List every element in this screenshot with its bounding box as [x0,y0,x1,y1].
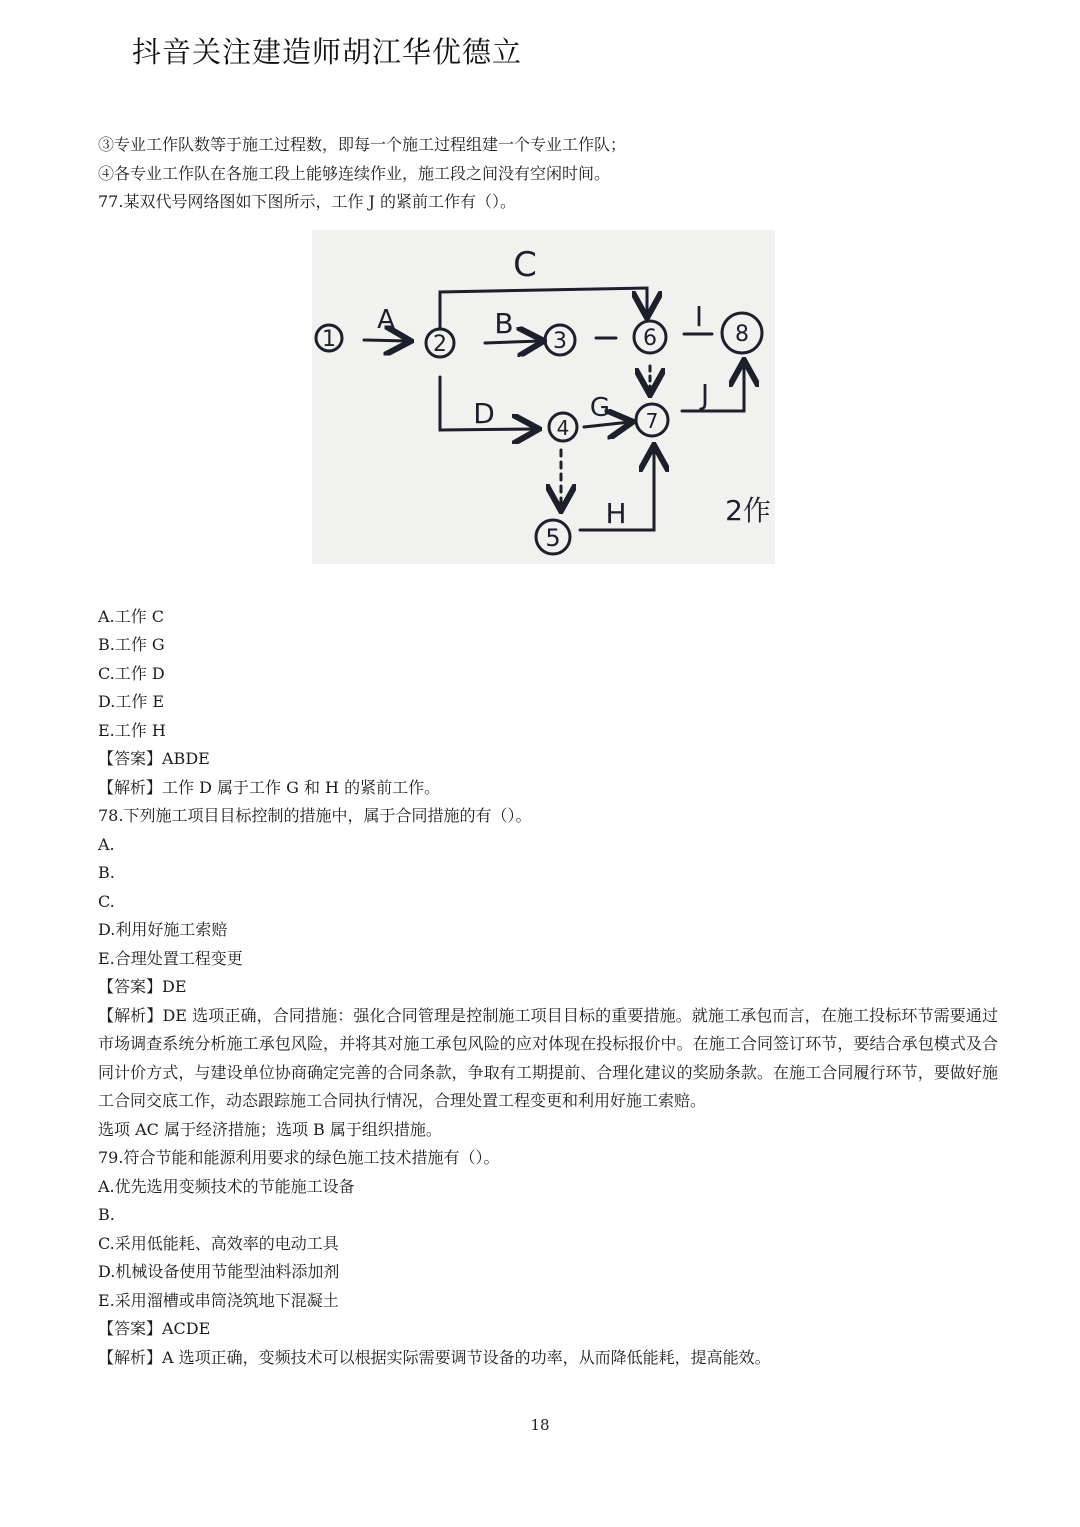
question-78-option: A. [98,834,115,854]
question-77-option: D.工作 E [98,692,165,711]
page-header-title: 抖音关注建造师胡江华优德立 [132,35,523,69]
label-h: H [605,496,627,530]
question-79-option: E.采用溜槽或串筒浇筑地下混凝土 [98,1290,339,1310]
intro-line: ④各专业工作队在各施工段上能够连续作业，施工段之间没有空闲时间。 [98,163,611,183]
page-content [98,131,998,1372]
question-79-stem: 79.符合节能和能源利用要求的绿色施工技术措施有（）。 [98,1148,500,1167]
label-note: 2作 [725,493,771,527]
question-79-option: B. [98,1205,115,1224]
label-c: C [513,244,537,285]
label-d: D [473,396,495,430]
label-b: B [494,306,514,340]
label-j: J [700,377,710,411]
question-79-answer: 【答案】ACDE [98,1319,211,1338]
node-4-label: 4 [556,415,570,440]
intro-line: ③专业工作队数等于施工过程数，即每一个施工过程组建一个专业工作队； [98,135,627,154]
question-78-option: B. [98,863,115,882]
question-77-answer: 【答案】ABDE [98,749,210,768]
question-78-option: C. [98,891,115,911]
node-2-label: 2 [433,331,447,357]
question-77-figure-block [98,217,998,603]
question-79-option: C.采用低能耗、高效率的电动工具 [98,1233,339,1253]
question-77-stem: 77.某双代号网络图如下图所示，工作 J 的紧前工作有（）。 [98,192,517,211]
node-6-label: 6 [643,325,657,351]
question-79-analysis: 【解析】A 选项正确，变频技术可以根据实际需要调节设备的功率，从而降低能耗，提高能效。 [98,1347,771,1367]
arrow-b [485,341,541,343]
network-diagram-photo [312,230,775,564]
node-7-label: 7 [645,408,659,433]
node-8-label: 8 [735,321,749,347]
question-79-option: D.机械设备使用节能型油料添加剂 [98,1262,340,1281]
label-i: I [694,299,704,333]
question-79-option: A.优先选用变频技术的节能施工设备 [98,1176,355,1196]
label-g: G [589,392,611,423]
question-78-stem: 78.下列施工项目目标控制的措施中，属于合同措施的有（）。 [98,806,532,825]
node-5-label: 5 [545,523,561,552]
question-77-option: A.工作 C [98,606,164,626]
arrow-a [364,340,408,341]
node-1-label: 1 [322,326,336,352]
question-78-answer: 【答案】DE [98,977,187,996]
node-3-label: 3 [553,328,567,354]
question-78-analysis-note: 选项 AC 属于经济措施；选项 B 属于组织措施。 [98,1119,442,1139]
question-77-option: E.工作 H [98,720,166,740]
question-78-option: E.合理处置工程变更 [98,948,243,968]
question-77-analysis: 【解析】工作 D 属于工作 G 和 H 的紧前工作。 [98,777,441,797]
page-number: 18 [530,1416,550,1434]
question-77-option: C.工作 D [98,663,165,683]
question-77-option: B.工作 G [98,635,165,654]
question-78-analysis: 【解析】DE 选项正确，合同措施：强化合同管理是控制施工项目目标的重要措施。就施工承包而言，在施工投标环节需要通过市场调查系统分析施工承包风险，并将其对施工承包风险的应对体现在投标报价中。在施工合同签订环节，要结合承包模式及合同计价方式，与建设单位协商确定完善的合同条款，争取有工期提前、合理化建议的奖励条款。在施工合同履行环节，要做好施工合同交底工作，动态跟踪施工合同执行情况，合理处置工程变更和利用好施工索赔。 [98,1005,998,1110]
label-a: A [377,304,395,335]
question-78-option: D.利用好施工索赔 [98,920,228,939]
